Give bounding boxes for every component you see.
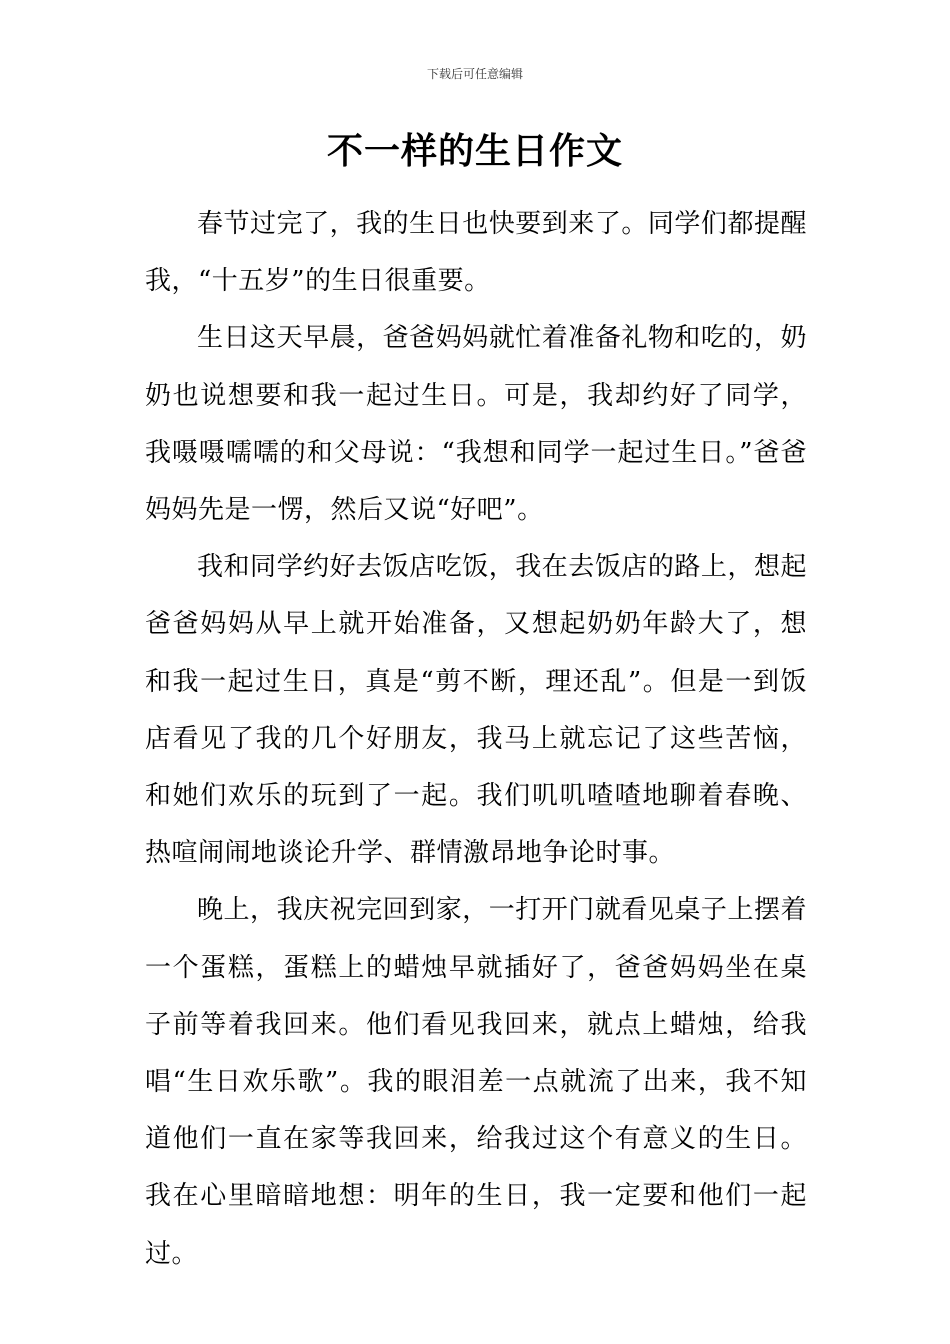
paragraph-2: 生日这天早晨，爸爸妈妈就忙着准备礼物和吃的，奶奶也说想要和我一起过生日。可是，我却约好了同学，我嗫嗫嚅嚅的和父母说：“我想和同学一起过生日。”爸爸妈妈先是一愣，然后又说“好吧”。 xyxy=(145,323,807,526)
paragraph-3: 我和同学约好去饭店吃饭，我在去饭店的路上，想起爸爸妈妈从早上就开始准备，又想起奶奶年龄大了，想和我一起过生日，真是“剪不断，理还乱”。但是一到饭店看见了我的几个好朋友，我马上就忘记了这些苦恼，和她们欢乐的玩到了一起。我们叽叽喳喳地聊着春晚、热喧闹闹地谈论升学、群情激昂地争论时事。 xyxy=(145,552,807,869)
article-body xyxy=(145,196,807,1283)
page-title: 不一样的生日作文 xyxy=(326,131,623,172)
paragraph-4: 晚上，我庆祝完回到家，一打开门就看见桌子上摆着一个蛋糕，蛋糕上的蜡烛早就插好了，爸爸妈妈坐在桌子前等着我回来。他们看见我回来，就点上蜡烛，给我唱“生日欢乐歌”。我的眼泪差一点就流了出来，我不知道他们一直在家等我回来，给我过这个有意义的生日。我在心里暗暗地想：明年的生日，我一定要和他们一起过。 xyxy=(145,895,807,1269)
paragraph-1: 春节过完了，我的生日也快要到来了。同学们都提醒我，“十五岁”的生日很重要。 xyxy=(145,209,807,297)
header-note: 下载后可任意编辑 xyxy=(426,67,523,81)
